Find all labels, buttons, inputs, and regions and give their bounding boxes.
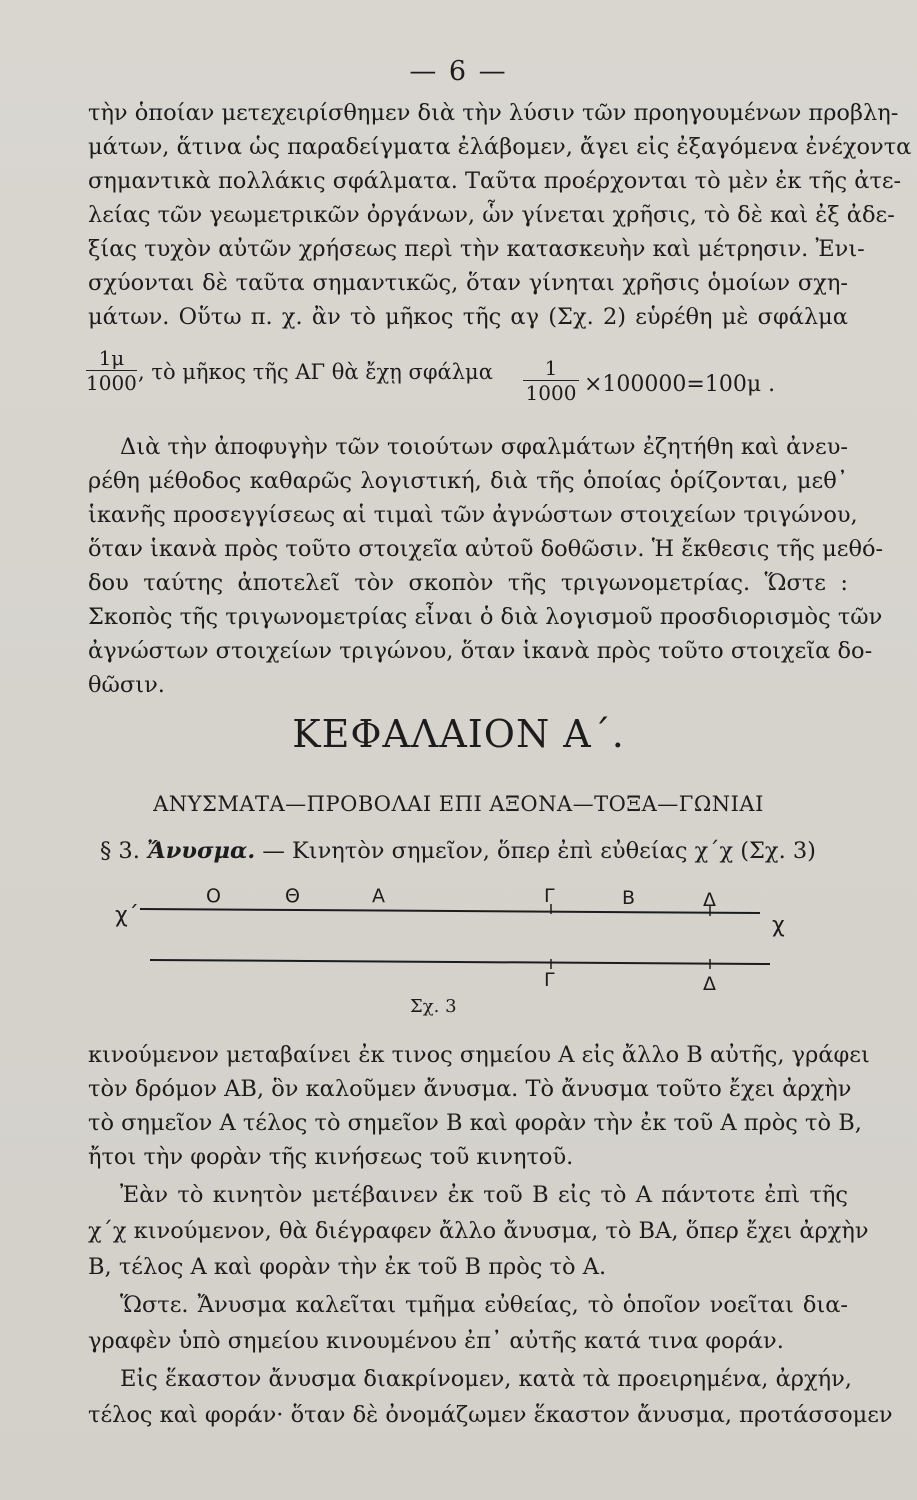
text-line: κινούμενον μεταβαίνει ἐκ τινος σημείου Α εἰς ἄλλο Β αὐτῆς, γράφει [88, 1042, 870, 1068]
text-line: λείας τῶν γεωμετρικῶν ὀργάνων, ὧν γίνεται χρῆσις, τὸ δὲ καὶ ἐξ ἀδε- [88, 202, 895, 228]
label-x: χ [772, 913, 785, 938]
formula-middle-text: , τὸ μῆκος τῆς ΑΓ θὰ ἔχῃ σφάλμα [138, 360, 493, 384]
text-line: μάτων, ἅτινα ὡς παραδείγματα ἐλάβομεν, ἄγει εἰς ἐξαγόμενα ἐνέχοντα [88, 134, 912, 160]
definition-line: θῶσιν. [88, 672, 165, 698]
text-line: χ΄χ κινούμενον, θὰ διέγραφεν ἄλλο ἄνυσμα, τὸ ΒΑ, ὅπερ ἔχει ἀρχὴν [88, 1218, 869, 1244]
fraction-1 [86, 346, 137, 395]
page-number: — 6 — [409, 56, 508, 87]
label-A: Α [372, 885, 385, 907]
fraction-2 [523, 356, 579, 405]
text-line: ἤτοι τὴν φορὰν τῆς κινήσεως τοῦ κινητοῦ. [88, 1144, 574, 1170]
text-line: Διὰ τὴν ἀποφυγὴν τῶν τοιούτων σφαλμάτων ἐζητήθη καὶ ἀνευ- [120, 434, 848, 460]
text-line: τὸ σημεῖον Α τέλος τὸ σημεῖον Β καὶ φορὰν τὴν ἐκ τοῦ Α πρὸς τὸ Β, [88, 1110, 862, 1136]
text-line: ὅταν ἱκανὰ πρὸς τοῦτο στοιχεῖα αὐτοῦ δοθῶσιν. Ἡ ἔκθεσις τῆς μεθό- [88, 536, 884, 562]
fraction-1-numerator: 1μ [86, 346, 137, 371]
label-Gamma: Γ [544, 885, 555, 907]
fraction-1-denominator: 1000 [86, 371, 137, 395]
chapter-title: ΚΕΦΑΛΑΙΟΝ Α΄. [292, 712, 625, 756]
text-line: μάτων. Οὕτω π. χ. ἂν τὸ μῆκος τῆς αγ (Σχ. 2) εὑρέθη μὲ σφάλμα [88, 304, 848, 330]
chapter-subtitle: ΑΝΥΣΜΑΤΑ—ΠΡΟΒΟΛΑΙ ΕΠΙ ΑΞΟΝΑ—ΤΟΞΑ—ΓΩΝΙΑΙ [153, 792, 764, 816]
definition-line: Σκοπὸς τῆς τριγωνομετρίας εἶναι ὁ διὰ λογισμοῦ προσδιορισμὸς τῶν [88, 604, 883, 630]
text-line: σημαντικὰ πολλάκις σφάλματα. Ταῦτα προέρχονται τὸ μὲν ἐκ τῆς ἀτε- [88, 168, 902, 194]
fraction-2-denominator: 1000 [525, 381, 577, 405]
figure-3-diagram [110, 880, 810, 995]
label-x-prime: χ΄ [115, 903, 139, 928]
upper-axis-line [140, 909, 760, 913]
section-text: — Κινητὸν σημεῖον, ὅπερ ἐπὶ εὐθείας χ΄χ (Σχ. 3) [262, 838, 816, 864]
text-line: Ἐὰν τὸ κινητὸν μετέβαινεν ἐκ τοῦ Β εἰς τὸ Α πάντοτε ἐπὶ τῆς [120, 1182, 848, 1208]
definition-line: ἀγνώστων στοιχείων τριγώνου, ὅταν ἱκανὰ πρὸς τοῦτο στοιχεῖα δο- [88, 638, 873, 664]
text-line: ξίας τυχὸν αὐτῶν χρήσεως περὶ τὴν κατασκευὴν καὶ μέτρησιν. Ἐνι- [88, 236, 865, 262]
section-title: Ἄνυσμα. [147, 838, 256, 864]
section-heading [100, 838, 860, 864]
formula-tail: ×100000=100μ . [584, 372, 776, 397]
text-line: Εἰς ἕκαστον ἄνυσμα διακρίνομεν, κατὰ τὰ προειρημένα, ἀρχήν, [120, 1366, 852, 1392]
text-line: τὴν ὁποίαν μετεχειρίσθημεν διὰ τὴν λύσιν τῶν προηγουμένων προβλη- [88, 100, 899, 126]
definition-line: Ὥστε. Ἄνυσμα καλεῖται τμῆμα εὐθείας, τὸ ὁποῖον νοεῖται δια- [120, 1292, 848, 1318]
label-lower-Delta: Δ [703, 973, 716, 995]
text-line: τὸν δρόμον ΑΒ, ὃν καλοῦμεν ἄνυσμα. Τὸ ἄνυσμα τοῦτο ἔχει ἀρχὴν [88, 1076, 852, 1102]
definition-line: γραφὲν ὑπὸ σημείου κινουμένου ἐπ᾽ αὐτῆς κατά τινα φοράν. [88, 1328, 784, 1354]
text-line: ἱκανῆς προσεγγίσεως αἱ τιμαὶ τῶν ἀγνώστων στοιχείων τριγώνου, [88, 502, 858, 528]
label-O: Ο [206, 885, 221, 907]
text-line: δου ταύτης ἀποτελεῖ τὸν σκοπὸν τῆς τριγωνομετρίας. Ὥστε : [88, 570, 848, 596]
text-line: σχύονται δὲ ταῦτα σημαντικῶς, ὅταν γίνηται χρῆσις ὁμοίων σχη- [88, 270, 848, 296]
label-Theta: Θ [285, 885, 300, 907]
fraction-2-numerator: 1 [523, 356, 579, 381]
label-B: Β [622, 887, 636, 909]
text-line: Β, τέλος Α καὶ φορὰν τὴν ἐκ τοῦ Β πρὸς τὸ Α. [88, 1254, 607, 1280]
lower-axis-line [150, 960, 770, 964]
text-line: ρέθη μέθοδος καθαρῶς λογιστική, διὰ τῆς ὁποίας ὁρίζονται, μεθ᾽ [88, 468, 848, 494]
label-lower-Gamma: Γ [544, 969, 555, 991]
section-number: § 3. [100, 838, 140, 864]
label-Delta: Δ [703, 889, 716, 911]
text-line: τέλος καὶ φοράν· ὅταν δὲ ὀνομάζωμεν ἕκαστον ἄνυσμα, προτάσσομεν [88, 1402, 893, 1428]
figure-caption: Σχ. 3 [410, 996, 457, 1017]
